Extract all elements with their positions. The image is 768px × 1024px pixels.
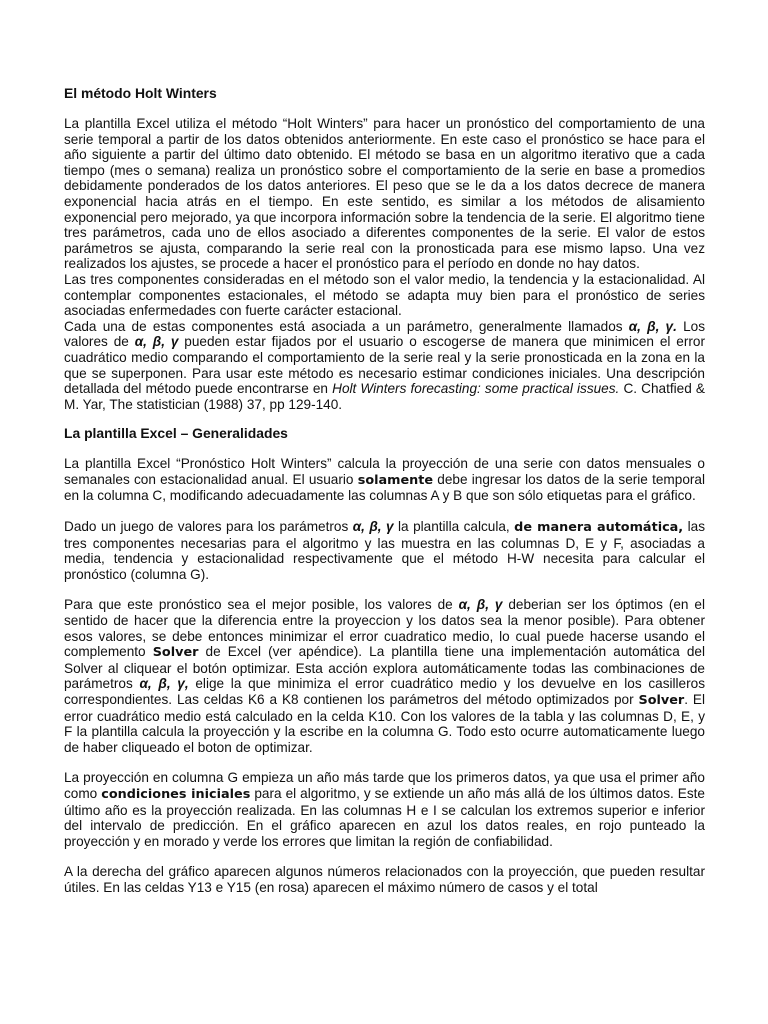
- greek-parameters: α, β, γ,: [139, 676, 189, 692]
- text-segment: pueden estar fijados por el usuario o escogerse de manera que minimicen el error cuadrático medio comparando el comportamiento de la serie real y la serie pronosticada en la zona en la que se superponen. Para usar este método es necesario estimar condiciones iniciales. Una descripción detallada del método puede encontrarse en: [64, 334, 705, 397]
- paragraph-automatic-calculation: [64, 519, 705, 582]
- paragraph-projection: [64, 770, 705, 849]
- emphasis-automatica: de manera automática,: [514, 520, 684, 536]
- text-segment: debe ingresar los datos de la serie temporal en la columna C, modificando adecuadamente las columnas A y B que son sólo etiquetas para el gráfico.: [64, 471, 705, 504]
- text-segment: Los valores de: [64, 318, 705, 350]
- document-page: [64, 84, 705, 896]
- text-segment: elige la que minimiza el error cuadrático medio y los devuelve en los casilleros correspondientes. Las celdas K6 a K8 contienen los parámetros del método optimizados por: [64, 676, 705, 707]
- text-segment: Dado un juego de valores para los parámetros: [64, 519, 353, 535]
- paragraph-chart-numbers: A la derecha del gráfico aparecen algunos números relacionados con la proyección, que pueden resultar útiles. En las celdas Y13 e Y15 (en rosa) aparecen el máximo número de casos y el total: [64, 864, 705, 895]
- text-segment: de Excel (ver apéndice). La plantilla tiene una implementación automática del Solver al cliquear el botón optimizar. Esta acción explora automáticamente todas las combinaciones de parámetros: [64, 644, 705, 692]
- greek-parameters: α, β, γ: [458, 597, 503, 613]
- paragraph-optimization: [64, 597, 705, 755]
- reference-title: Holt Winters forecasting: some practical issues.: [332, 381, 620, 397]
- greek-parameters: α, β, γ: [352, 519, 394, 535]
- paragraph-method-description: La plantilla Excel utiliza el método “Holt Winters” para hacer un pronóstico del comportamiento de una serie temporal a partir de los datos obtenidos anteriormente. En este caso el pronóstico se hace para el año siguiente a partir del último dato obtenido. El método se basa en un algoritmo iterativo que a cada tiempo (mes o semana) realiza un pronóstico sobre el comportamiento de la serie en base a promedios debidamente ponderados de los datos anteriores. El peso que se le da a los datos decrece de manera exponencial hacia atrás en el tiempo. En este sentido, es similar a los métodos de alisamiento exponencial pero mejorado, ya que incorpora información sobre la tendencia de la serie. El algoritmo tiene tres parámetros, cada uno de ellos asociado a diferentes componentes de la serie. El valor de estos parámetros se ajusta, comparando la serie real con la pronosticada para ese mismo lapso. Una vez realizados los ajustes, se procede a hacer el pronóstico para el período en donde no hay datos.: [64, 116, 705, 272]
- emphasis-solver: Solver: [638, 693, 685, 708]
- text-segment: La plantilla Excel “Pronóstico Holt Winters” calcula la proyección de una serie con datos mensuales o semanales con estacionalidad anual. El usuario: [64, 456, 705, 487]
- paragraph-parameters: [64, 319, 705, 413]
- greek-parameters: α, β, γ.: [628, 318, 677, 334]
- emphasis-solver: Solver: [152, 645, 199, 661]
- text-segment: las tres componentes necesarias para el algoritmo y las muestra en las columnas D, E y F, asociadas a media, tendencia y estacionalidad respectivamente que el método H-W necesita para calcular el pronóstico (columna G).: [64, 519, 705, 582]
- text-segment: . El error cuadrático medio está calculado en la celda K10. Con los valores de la tabla y las columnas D, E, y F la plantilla calcula la proyección y la escribe en la columna G. Todo esto ocurre automaticamente luego de haber cliqueado el boton de optimizar.: [64, 692, 705, 755]
- text-segment: La proyección en columna G empieza un año más tarde que los primeros datos, ya que usa el primer año como: [64, 770, 705, 801]
- section-title-holt-winters: El método Holt Winters: [64, 85, 217, 101]
- text-segment: Para que este pronóstico sea el mejor posible, los valores de: [64, 597, 459, 613]
- paragraph-components: Las tres componentes consideradas en el método son el valor medio, la tendencia y la estacionalidad. Al contemplar componentes estacionales, el método se adapta muy bien para el pronóstico de series asociadas enfermedades con fuerte carácter estacional.: [64, 271, 705, 319]
- text-segment: para el algoritmo, y se extiende un año más allá de los últimos datos. Este último año es la proyección realizada. En las columnas H e I se calculan los extremos superior e inferior del intervalo de predicción. En el gráfico aparecen en azul los datos reales, en rojo punteado la proyección y en morado y verde los errores que limitan la región de confiabilidad.: [64, 785, 705, 849]
- paragraph-template-overview: [64, 456, 705, 504]
- greek-parameters: α, β, γ: [134, 334, 179, 350]
- section-title-generalidades: La plantilla Excel – Generalidades: [64, 425, 288, 442]
- text-segment: deberian ser los óptimos (en el sentido de hacer que la diferencia entre la proyeccion y los datos sea la menor posible). Para obtener esos valores, se debe entonces minimizar el error cuadratico medio, lo cual puede hacerse usando el complemento: [64, 597, 705, 660]
- emphasis-condiciones-iniciales: condiciones iniciales: [101, 786, 251, 802]
- text-segment: Cada una de estas componentes está asociada a un parámetro, generalmente llamados: [64, 318, 629, 334]
- reference-citation: C. Chatfied & M. Yar, The statistician (1988) 37, pp 129-140.: [64, 381, 705, 412]
- emphasis-solamente: solamente: [357, 472, 434, 488]
- text-segment: la plantilla calcula,: [393, 519, 515, 535]
